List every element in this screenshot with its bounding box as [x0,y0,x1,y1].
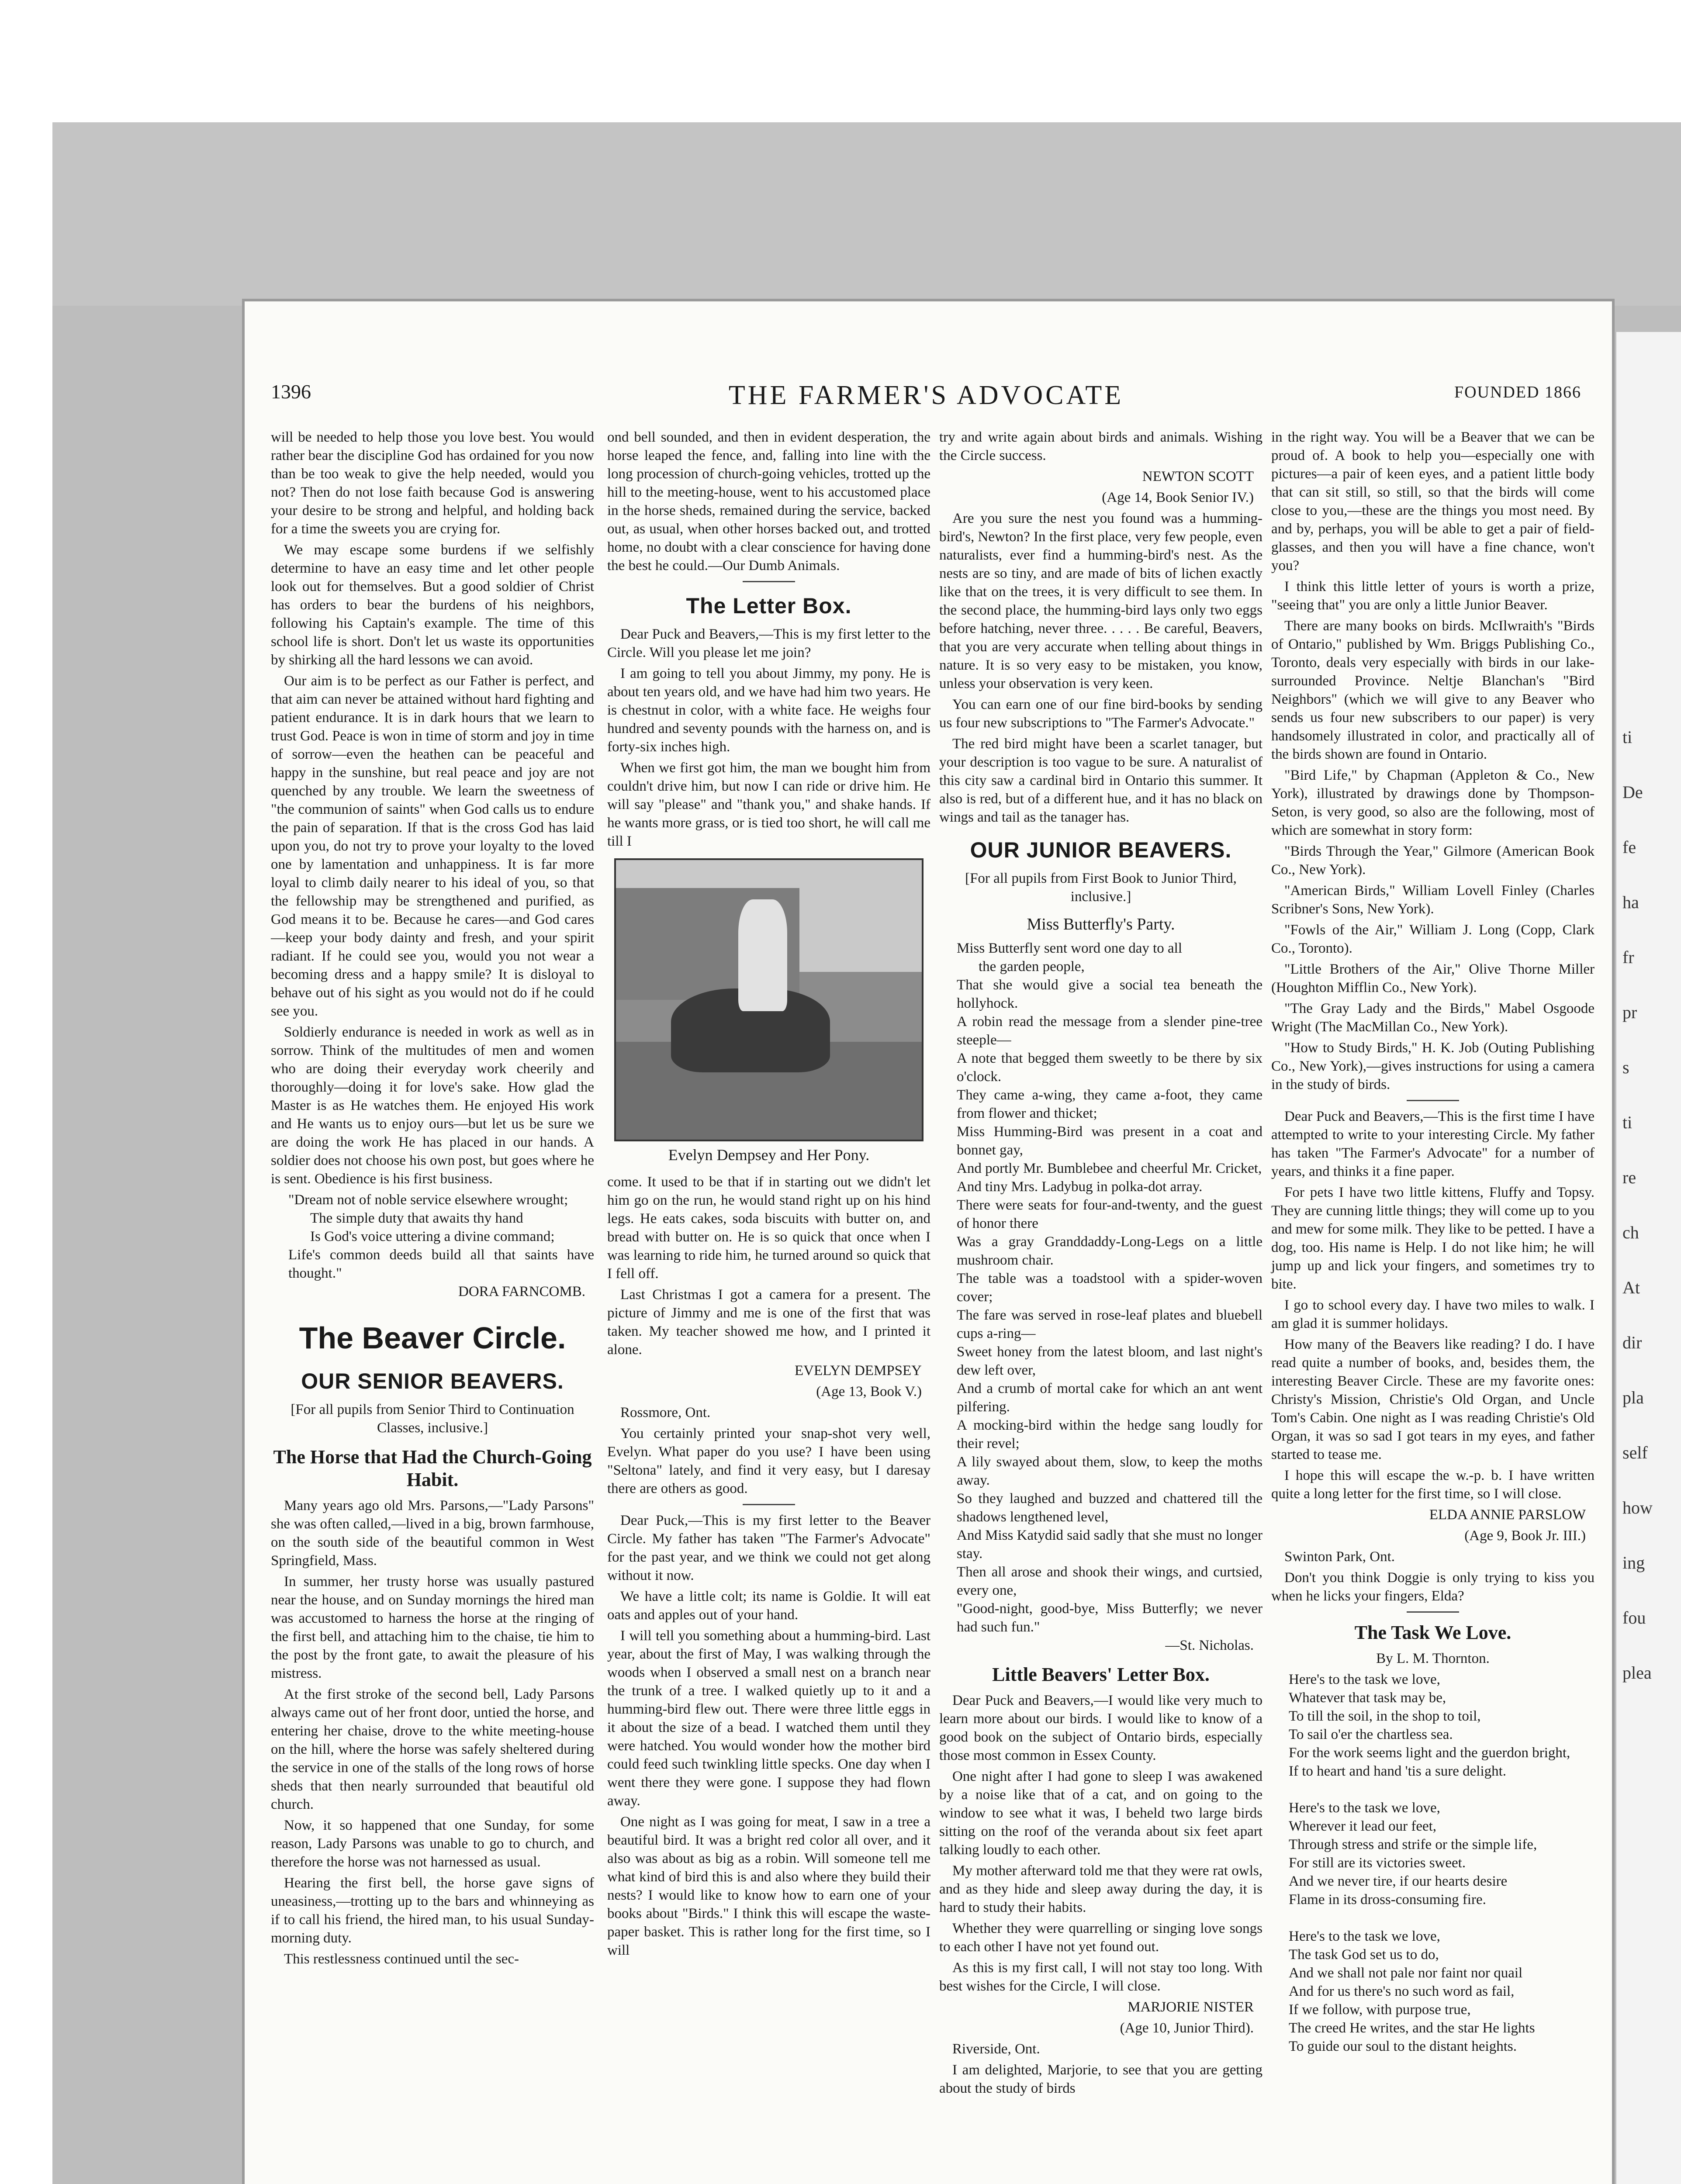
adjacent-page-fragment: dir [1622,1333,1642,1352]
verse-line: For still are its victories sweet. [1289,1855,1466,1871]
poem [939,939,1262,1636]
verse-line: Through stress and strife or the simple life, [1289,1837,1537,1852]
paragraph: We have a little colt; its name is Goldie. It will eat oats and apples out of your hand. [607,1589,930,1623]
verse-line: The task God set us to do, [1289,1947,1439,1963]
adjacent-page-fragment: s [1622,1057,1629,1077]
paragraph: Dear Puck and Beavers,—This is my first letter to the Circle. Will you please let me join? [607,626,930,660]
divider [1407,1100,1459,1101]
verse-line: And portly Mr. Bumblebee and cheerful Mr. Cricket, [957,1161,1262,1176]
paragraph: Don't you think Doggie is only trying to kiss you when he licks your fingers, Elda? [1271,1570,1595,1604]
newspaper-page [245,301,1612,2184]
book-list [1271,766,1595,1094]
paragraph: I think this little letter of yours is worth a prize, "seeing that" you are only a little Junior Beaver. [1271,579,1595,613]
quoted-verse [271,1191,594,1282]
paragraph: ond bell sounded, and then in evident desperation, the horse leaped the fence, and, falling into line with the long procession of church-going vehicles, trotted up the hill to the meeting-house, went to his accustomed place in the horse sheds, remained during the service, backed out, as usual, when other horses backed out, and trotted home, no doubt with a clear conscience for having done the best he could.—Our Dumb Animals. [607,429,930,574]
verse-line: A lily swayed about them, slow, to keep the moths away. [957,1454,1262,1488]
book-entry: "Fowls of the Air," William J. Long (Copp, Clark Co., Toronto). [1271,922,1595,956]
verse-line: the garden people, [979,959,1085,975]
paragraph: In summer, her trusty horse was usually pastured near the house, and on Sunday mornings the hired man was accustomed to harness the horse at the ringing of the first bell, and attaching him to the chaise, tie him to the post by the front gate, to await the pleasure of his mistress. [271,1574,594,1681]
paragraph: You can earn one of our fine bird-books by sending us four new subscriptions to "The Farmer's Advocate." [939,697,1262,731]
adjacent-page-fragment: ha [1622,892,1639,912]
paragraph: The red bird might have been a scarlet tanager, but your description is too vague to be sure. A naturalist of this city saw a cardinal bird in Ontario this summer. It also is red, but of a different hue, and it has no black on wings and tail as the tanager has. [939,736,1262,825]
verse-line: That she would give a social tea beneath the hollyhock. [957,977,1262,1011]
page-header [271,380,1581,428]
verse-line: To till the soil, in the shop to toil, [1289,1708,1481,1724]
section-note: [For all pupils from Senior Third to Continuation Classes, inclusive.] [291,1402,574,1436]
verse-line: And tiny Mrs. Ladybug in polka-dot array. [957,1179,1203,1195]
verse-line: Then all arose and shook their wings, and curtsied, every one, [957,1564,1262,1598]
paragraph: One night after I had gone to sleep I was awakened by a noise like that of a cat, and on going to the window to see what it was, I beheld two large birds sitting on the roof of the veranda about six feet apart talking loudly to each other. [939,1769,1262,1858]
column-1 [271,428,594,1971]
verse-line: So they laughed and buzzed and chattered till the shadows lengthened level, [957,1491,1262,1525]
section-title: The Letter Box. [686,594,852,618]
paragraph: At the first stroke of the second bell, Lady Parsons always came out of her front door, untied the horse, and entering her chaise, drove to the white meeting-house on the hill, where the horse was safely sheltered during the service in one of the stalls of the long rows of horse sheds that then nearly surrounded that beautiful old church. [271,1686,594,1812]
paragraph: Are you sure the nest you found was a humming-bird's, Newton? In the first place, very few people, even naturalists, ever find a humming-bird's nest. As the nests are so tiny, and are made of bits of lichen exactly like that on the trees, it is very difficult to see them. In the second place, the humming-bird lays only two eggs before hatching, never three. . . . . Be careful, Beavers, that you are very accurate when telling about things in nature. It is so very easy to be mistaken, you know, unless your observation is very keen. [939,511,1262,691]
verse-line: A mocking-bird within the hedge sang loudly for their revel; [957,1417,1262,1451]
author-signature: NEWTON SCOTT [1142,469,1254,484]
adjacent-page-fragment: At [1622,1278,1640,1297]
verse-line: The fare was served in rose-leaf plates and bluebell cups a-ring— [957,1307,1262,1341]
author-age: (Age 13, Book V.) [816,1384,922,1400]
paragraph: Soldierly endurance is needed in work as well as in sorrow. Think of the multitudes of men and women who are doing their everyday work cheerily and thoroughly—doing it for love's sake. How glad the Master is as He watches them. He enjoyed His work and He wants us to enjoy ours—but let us be sure we are doing the work He has placed in our hands. A soldier does not choose his own post, but goes where he is sent. Obedience is his first business. [271,1024,594,1187]
verse-line: There were seats for four-and-twenty, and the guest of honor there [957,1197,1262,1231]
paragraph: I will tell you something about a humming-bird. Last year, about the first of May, I was walking through the woods when I observed a small nest on a branch near the trunk of a tree. I walked quietly up to it and a humming-bird flew out. There were three little eggs in it about the size of a bead. I watched them until they were hatched. You would wonder how the mother bird could feed such twinkling little specks. One day when I went there they were gone. I suppose they had flown away. [607,1628,930,1809]
verse-line: The creed He writes, and the star He lights [1289,2020,1535,2036]
verse-line: And a crumb of mortal cake for which an ant went pilfering. [957,1381,1262,1415]
adjacent-page-fragment: ing [1622,1553,1645,1572]
verse-line: To guide our soul to the distant heights. [1289,2039,1517,2054]
verse-line: A note that begged them sweetly to be there by six o'clock. [957,1051,1262,1085]
paragraph: Last Christmas I got a camera for a present. The picture of Jimmy and me is one of the first that was taken. My teacher showed me how, and I printed it alone. [607,1287,930,1358]
verse-line: Wherever it lead our feet, [1289,1818,1437,1834]
verse-line: The table was a toadstool with a spider-woven cover; [957,1271,1262,1305]
verse-line: Whatever that task may be, [1289,1690,1446,1706]
adjacent-page-fragment: ch [1622,1223,1639,1242]
paragraph: One night as I was going for meat, I saw in a tree a beautiful bird. It was a bright red color all over, and it also was about as big as a robin. Will someone tell me what kind of bird this is and also where they build their nests? I would like to know how to earn one of your books about "Birds." I think this will escape the waste-paper basket. This is rather long for the first time, so I will [607,1814,930,1958]
poem-title: The Task We Love. [1354,1622,1512,1643]
book-entry: "Little Brothers of the Air," Olive Thorne Miller (Houghton Mifflin Co., New York). [1271,961,1595,995]
adjacent-page-fragment: pla [1622,1388,1644,1407]
verse-line: And we shall not pale nor faint nor quail [1289,1965,1523,1981]
verse-line: And for us there's no such word as fail, [1289,1984,1515,1999]
section-title: Little Beavers' Letter Box. [992,1664,1210,1685]
paragraph: My mother afterward told me that they were rat owls, and as they hide and sleep away during the day, it is hard to study their habits. [939,1863,1262,1915]
paragraph: You certainly printed your snap-shot very well, Evelyn. What paper do you use? I have been using "Seltona" lately, and find it very easy, but I daresay there are others as good. [607,1426,930,1496]
photograph [614,858,924,1141]
section-note: [For all pupils from First Book to Junior Third, inclusive.] [965,871,1237,905]
verse-line: Was a gray Granddaddy-Long-Legs on a little mushroom chair. [957,1234,1262,1268]
adjacent-page-fragment: De [1622,782,1643,802]
adjacent-page-fragment: fou [1622,1608,1646,1628]
paragraph: There are many books on birds. McIlwraith's "Birds of Ontario," published by Wm. Briggs Publishing Co., Toronto, deals very especially with birds in our lake-surrounded Province. Neltje Blanchan's "Bird Neighbors" (which we will give to any Beaver who sends us four new subscribers to our paper) is very handsomely illustrated in color, and practically all of the birds shown are found in Ontario. [1271,618,1595,762]
poem-title: Miss Butterfly's Party. [1027,915,1175,933]
paragraph: Dear Puck and Beavers,—I would like very much to learn more about our birds. I would like to know of a good book on the subject of Ontario birds, especially those most common in Essex County. [939,1693,1262,1763]
place-line: Swinton Park, Ont. [1284,1549,1395,1565]
paragraph: As this is my first call, I will not stay too long. With best wishes for the Circle, I will close. [939,1960,1262,1994]
column-4 [1271,428,1595,2056]
paragraph: Many years ago old Mrs. Parsons,—"Lady Parsons" she was often called,—lived in a big, brown farmhouse, on the south side of the beautiful common in West Springfield, Mass. [271,1498,594,1569]
verse-line: Is God's voice uttering a divine command; [310,1229,555,1244]
author-age: (Age 14, Book Senior IV.) [1102,490,1254,505]
verse-line: "Dream not of noble service elsewhere wrought; [288,1192,568,1208]
adjacent-page-strip [1616,332,1681,2184]
paragraph: Hearing the first bell, the horse gave signs of uneasiness,—trotting up to the bars and whinneying as if to call his friend, the hired man, to his usual Sunday-morning duty. [271,1875,594,1946]
verse-line: Here's to the task we love, [1289,1800,1440,1816]
publication-title: THE FARMER'S ADVOCATE [728,380,1124,410]
column-3 [939,428,1262,2100]
subsection-title: OUR SENIOR BEAVERS. [301,1369,564,1393]
book-entry: "Bird Life," by Chapman (Appleton & Co., New York), illustrated by drawings done by Thompson-Seton, is very good, so also are the following, most of which are somewhat in story form: [1271,767,1595,838]
paragraph: I hope this will escape the w.-p. b. I have written quite a long letter for the first time, so I will close. [1271,1468,1595,1502]
author-signature: EVELYN DEMPSEY [795,1363,922,1379]
author-age: (Age 10, Junior Third). [1120,2020,1254,2036]
paragraph: We may escape some burdens if we selfishly determine to have an easy time and let other people look out for themselves. But a good soldier of Christ has orders to bear the burdens of his neighbors, following his Captain's example. The time of this school life is short. Don't let us waste its opportunities by shirking all the hard lessons we can avoid. [271,542,594,668]
verse-line: If we follow, with purpose true, [1289,2002,1471,2018]
adjacent-page-fragment: fr [1622,947,1634,967]
place-line: Rossmore, Ont. [620,1405,711,1420]
paragraph: try and write again about birds and animals. Wishing the Circle success. [939,429,1262,463]
photo-rider [738,899,787,1011]
column-2 [607,428,930,1962]
book-entry: "The Gray Lady and the Birds," Mabel Osgoode Wright (The MacMillan Co., New York). [1271,1001,1595,1035]
paragraph: I go to school every day. I have two miles to walk. I am glad it is summer holidays. [1271,1297,1595,1331]
verse-line: Flame in its dross-consuming fire. [1289,1892,1486,1908]
paragraph: come. It used to be that if in starting out we didn't let him go on the run, he would stand right up on his hind legs. He eats cakes, soda biscuits with butter on, and bread with butter on. He is so quick that once when I was learning to ride him, he turned around so quick that I fell off. [607,1174,930,1282]
verse-line: The simple duty that awaits thy hand [310,1210,523,1226]
verse-line: If to heart and hand 'tis a sure delight. [1289,1763,1507,1779]
paragraph: I am going to tell you about Jimmy, my pony. He is about ten years old, and we have had him two years. He is chestnut in color, with a white face. He weighs four hundred and seventy pounds with the harness on, and is forty-six inches high. [607,666,930,755]
verse-line: Miss Humming-Bird was present in a coat and bonnet gay, [957,1124,1262,1158]
paragraph: in the right way. You will be a Beaver that we can be proud of. A book to help you—especially one with pictures—a pair of keen eyes, and a patient little body that can sit still, so still, so that the birds will come close to you,—these are the things you most need. By and by, perhaps, you will be able to get a pair of field-glasses, and then you will have a fine chance, won't you? [1271,429,1595,574]
verse-line [1271,1909,1595,1927]
photo-caption: Evelyn Dempsey and Her Pony. [668,1146,870,1164]
page-number: 1396 [271,380,311,403]
verse-line: Miss Butterfly sent word one day to all [957,940,1183,956]
paragraph: Dear Puck,—This is my first letter to the Beaver Circle. My father has taken "The Farmer's Advocate" for the past year, and we think we could not get along without it now. [607,1513,930,1583]
founded-line: FOUNDED 1866 [1454,383,1581,401]
adjacent-page-fragment: ti [1622,727,1633,747]
verse-line: To sail o'er the chartless sea. [1289,1727,1453,1742]
paragraph: Our aim is to be perfect as our Father is perfect, and that aim can never be attained without hard fighting and patient endurance. It is in dark hours that we learn to trust God. Peace is won in time of storm and joy in time of sorrow—even the heathen can be peaceful and happy in the sunshine, but real peace and joy are not quenched by any trouble. We learn the sweetness of "the communion of saints" when God calls us to endure the pain of separation. If that is the cross God has laid upon you, do not try to prove your loyalty to the loved one by lamentation and unhappiness. It is far more loyal to climb daily nearer to his ideal of you, so that the fellowship may be strengthened and purified, as God means it to be. Because he cares—and God cares—keep your body dainty and fresh, and your spirit radiant. If he could see you, would you not wear a becoming dress and a happy smile? It is disloyal to behave out of his sight as you would not do if he could see you. [271,673,594,1019]
paragraph: How many of the Beavers like reading? I do. I have read quite a number of books, and, besides them, the interesting Beaver Circle. These are my favorite ones: Christy's Mission, Christie's Old Organ, and Uncle Tom's Cabin. One night as I was reading Christie's Old Organ, it was so sad I got tears in my eyes, and father started to tease me. [1271,1337,1595,1462]
paragraph: Whether they were quarrelling or singing love songs to each other I have not yet found out. [939,1921,1262,1955]
adjacent-page-fragment: re [1622,1168,1636,1187]
paragraph: I am delighted, Marjorie, to see that you are getting about the study of birds [939,2062,1262,2096]
book-entry: "How to Study Birds," H. K. Job (Outing Publishing Co., New York),—gives instructions for using a camera in the study of birds. [1271,1040,1595,1092]
paragraph: For pets I have two little kittens, Fluffy and Topsy. They are cunning little things; they will come up to you and mew for some milk. They like to be petted. I have a dog, too. His name is Help. I do not like him; he will jump up and lick your fingers, and sometimes try to bite. [1271,1185,1595,1292]
poem [1271,1670,1595,2056]
book-entry: "Birds Through the Year," Gilmore (American Book Co., New York). [1271,843,1595,878]
adjacent-page-fragment: pr [1622,1002,1637,1022]
divider [743,1504,795,1505]
divider [743,581,795,582]
verse-line: And we never tire, if our hearts desire [1289,1873,1508,1889]
author-signature: DORA FARNCOMB. [458,1284,585,1299]
divider [1407,1611,1459,1613]
adjacent-page-fragment: ti [1622,1113,1633,1132]
paragraph: When we first got him, the man we bought him from couldn't drive him, but now I can ride or drive him. He will say "please" and "thank you," and shake hands. If he wants more grass, or is tied too short, he will call me till I [607,760,930,849]
place-line: Riverside, Ont. [952,2041,1040,2057]
adjacent-page-fragment: plea [1622,1663,1652,1683]
verse-line: Life's common deeds build all that saints have thought." [288,1247,594,1281]
author-signature: MARJORIE NISTER [1128,1999,1254,2015]
subsection-title: OUR JUNIOR BEAVERS. [970,838,1232,862]
verse-line: They came a-wing, they came a-foot, they came from flower and thicket; [957,1087,1262,1121]
verse-line: For the work seems light and the guerdon bright, [1289,1745,1570,1761]
paragraph: Now, it so happened that one Sunday, for some reason, Lady Parsons was unable to go to church, and therefore the horse was not harnessed as usual. [271,1818,594,1870]
verse-line: Here's to the task we love, [1289,1928,1440,1944]
paragraph: Dear Puck and Beavers,—This is the first time I have attempted to write to your interesting Circle. My father has taken "The Farmer's Advocate" for a number of years, and thinks it a fine paper. [1271,1109,1595,1179]
microfilm-top-band [52,122,1681,306]
verse-line: Here's to the task we love, [1289,1672,1440,1687]
verse-line: A robin read the message from a slender pine-tree steeple— [957,1014,1262,1048]
poem-author: By L. M. Thornton. [1376,1651,1490,1666]
adjacent-page-fragment: how [1622,1498,1653,1517]
section-title: The Beaver Circle. [299,1321,566,1355]
adjacent-page-fragment: self [1622,1443,1648,1462]
adjacent-page-fragment: fe [1622,837,1636,857]
paragraph: will be needed to help those you love best. You would rather bear the discipline God has ordained for you now than be too weak to give the help needed, would you not? Then do not lose faith because God is answering your desire to be strong and helpful, and holding back for a time the sweets you are crying for. [271,429,594,537]
poem-source: —St. Nicholas. [1165,1638,1254,1653]
verse-line: "Good-night, good-bye, Miss Butterfly; we never had such fun." [957,1601,1262,1635]
article-title: The Horse that Had the Church-Going Habit. [273,1446,592,1490]
verse-line: Sweet honey from the latest bloom, and last night's dew left over, [957,1344,1262,1378]
verse-line [1271,1780,1595,1799]
author-signature: ELDA ANNIE PARSLOW [1429,1507,1586,1523]
author-age: (Age 9, Book Jr. III.) [1464,1528,1586,1544]
verse-line: And Miss Katydid said sadly that she must no longer stay. [957,1527,1262,1562]
paragraph: This restlessness continued until the sec- [284,1951,519,1967]
book-entry: "American Birds," William Lovell Finley (Charles Scribner's Sons, New York). [1271,883,1595,917]
